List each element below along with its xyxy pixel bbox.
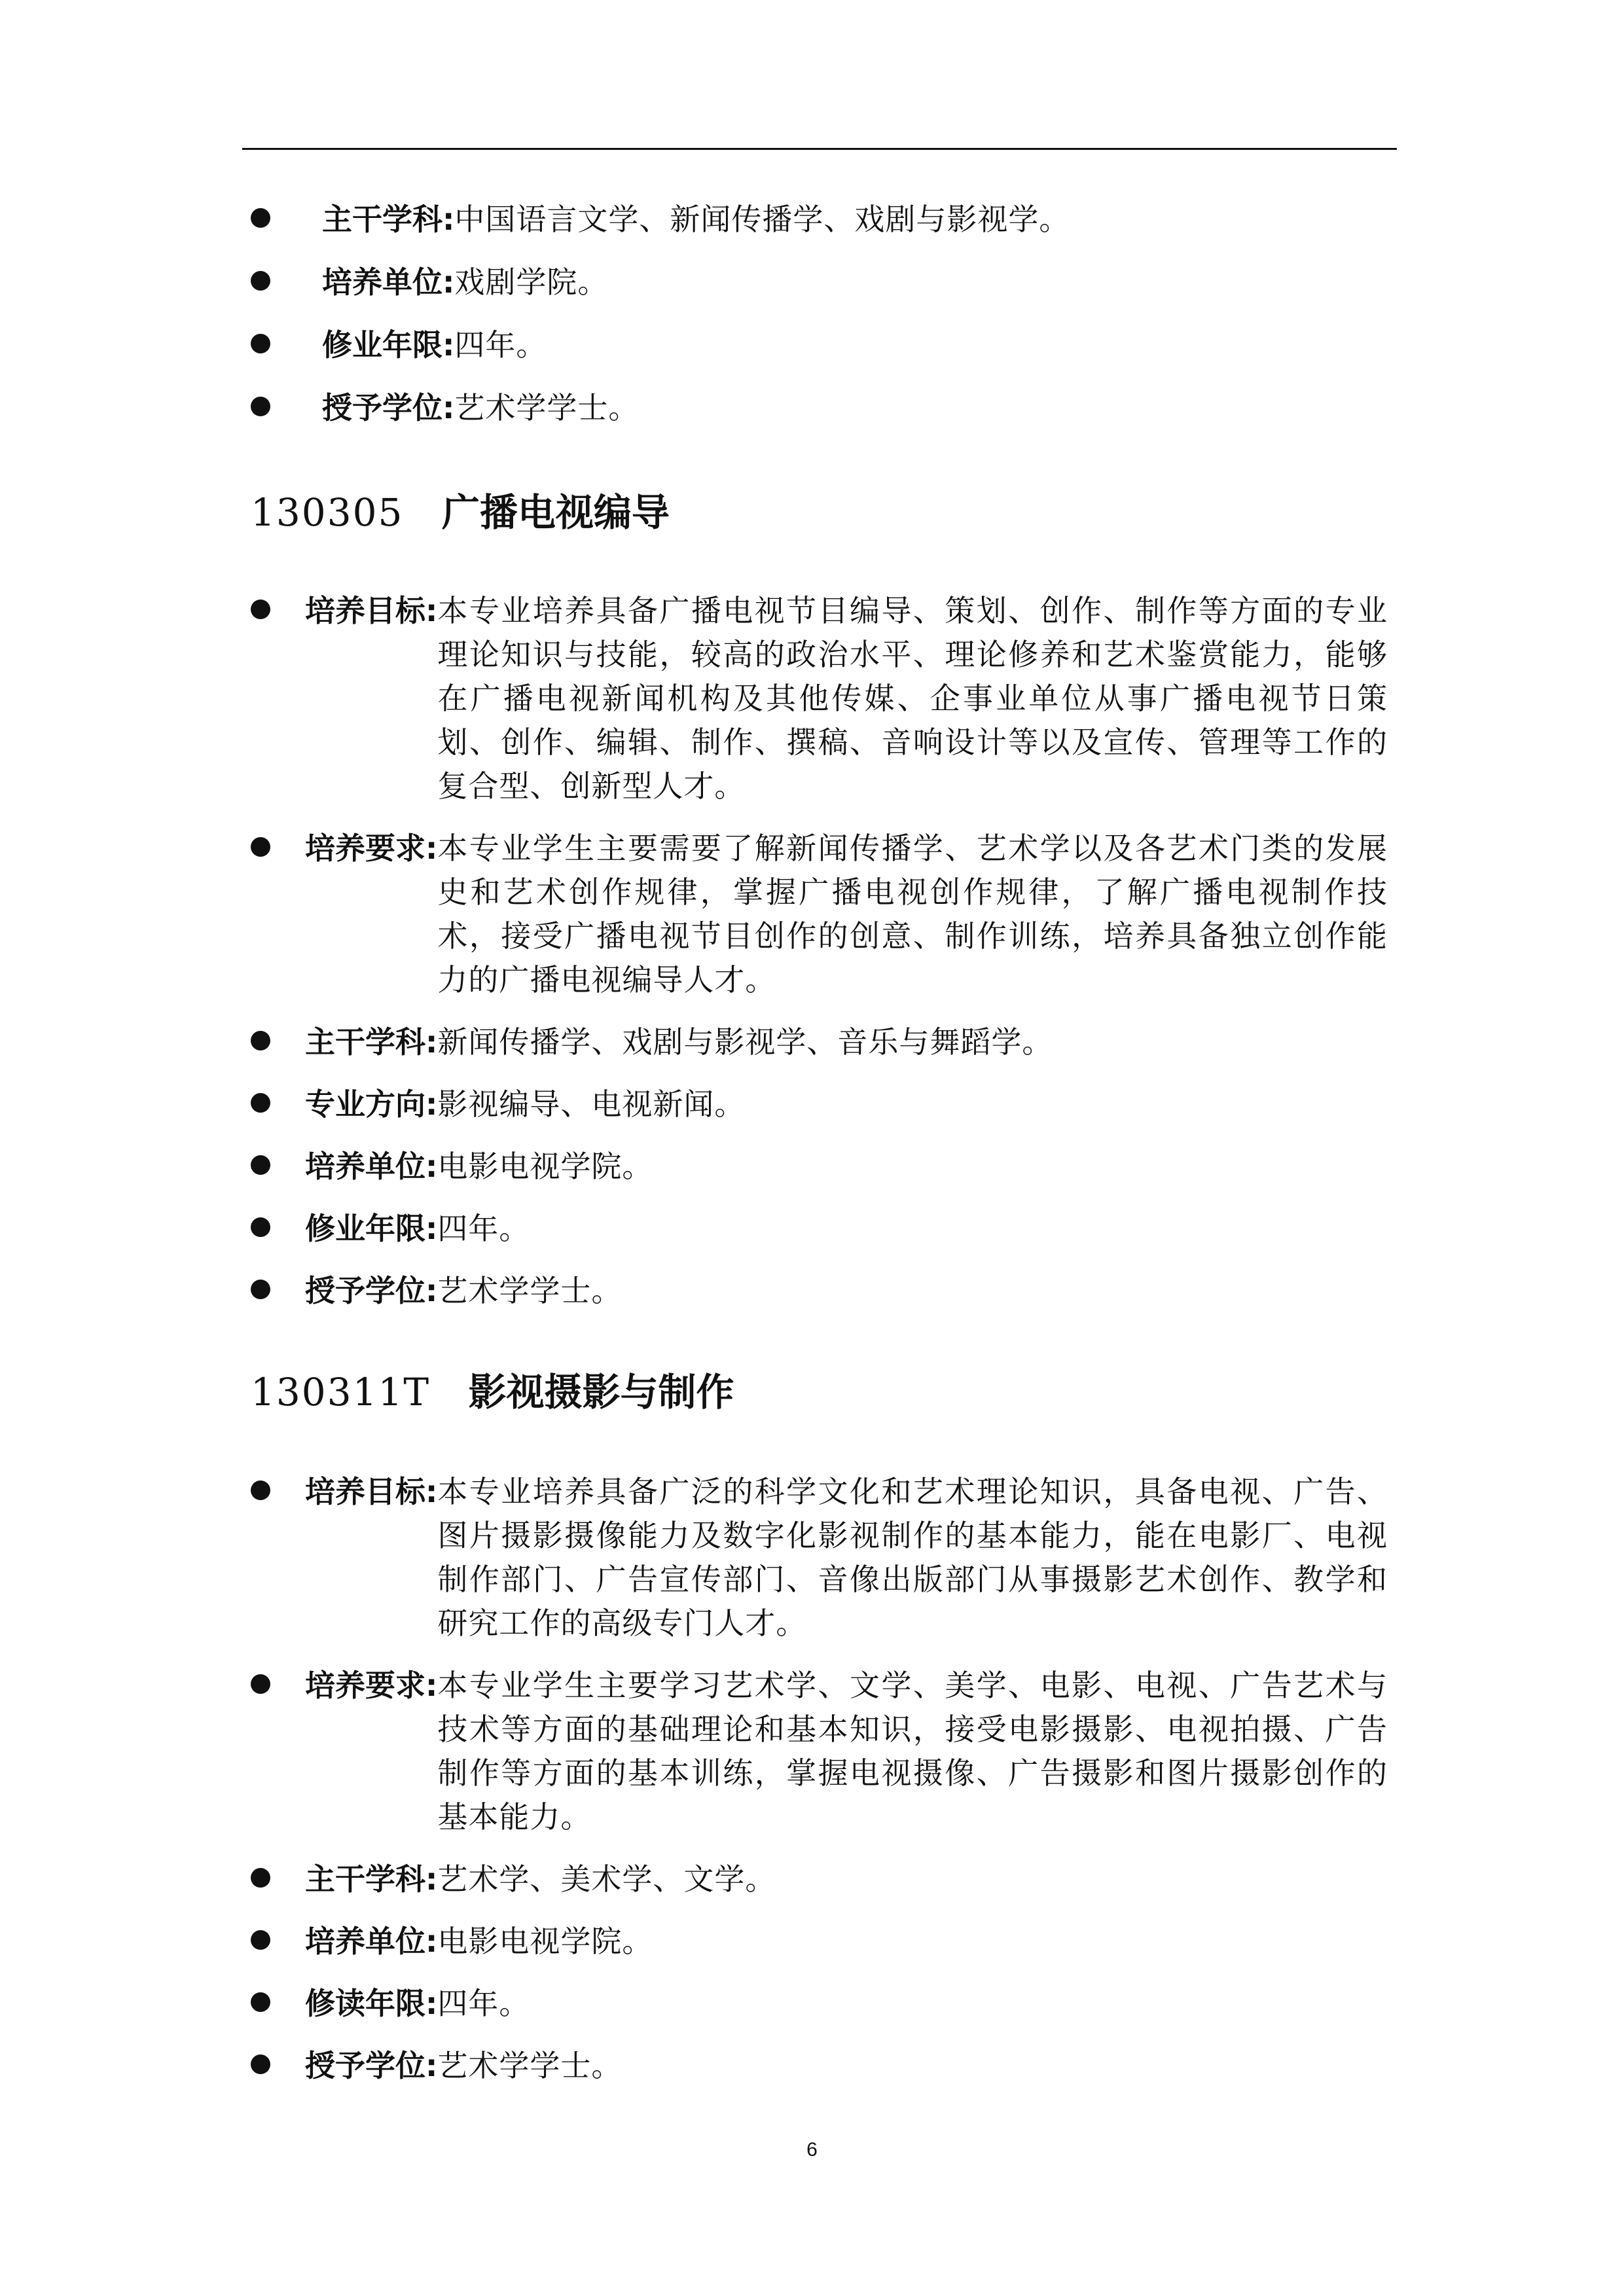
item-label: 授予学位: [322, 390, 455, 425]
item-value: 艺术学学士。 [437, 1273, 623, 1308]
list-item [0, 1664, 1624, 1839]
bullet-icon [251, 1674, 270, 1694]
item-label: 专业方向: [305, 1086, 438, 1122]
major-code: 130311T [251, 1370, 431, 1414]
item-value: 四年。 [437, 1986, 530, 2021]
list-item [0, 1982, 1624, 2026]
item-label: 主干学科: [305, 1024, 438, 1060]
major-title: 广播电视编导 [441, 490, 670, 535]
item-value: 本专业培养具备广播电视节目编导、策划、创作、制作等方面的专业理论知识与技能，较高的政治水平、理论修养和艺术鉴赏能力，能够在广播电视新闻机构及其他传媒、企事业单位从事广播电视节日策划、创作、编辑、制作、撰稿、音响设计等以及宣传、管理等工作的复合型、创新型人才。 [437, 593, 1388, 804]
bullet-icon [251, 208, 270, 228]
top-section-list [0, 198, 1624, 430]
major-title: 影视摄影与制作 [468, 1370, 734, 1414]
major-2-list [0, 1470, 1624, 2088]
list-item [0, 1207, 1624, 1251]
item-label: 培养目标: [305, 593, 438, 628]
bullet-icon [251, 271, 270, 291]
list-item [0, 1857, 1624, 1901]
list-item [0, 198, 1624, 242]
item-label: 培养单位: [305, 1149, 438, 1184]
item-label: 培养单位: [322, 264, 455, 300]
list-item [0, 1083, 1624, 1126]
header-rule [242, 148, 1397, 150]
list-item [0, 1269, 1624, 1313]
item-label: 培养目标: [305, 1474, 438, 1509]
bullet-icon [251, 334, 270, 353]
bullet-icon [251, 1280, 270, 1299]
bullet-icon [251, 1031, 270, 1050]
item-label: 主干学科: [322, 202, 455, 237]
bullet-icon [251, 837, 270, 857]
list-item [0, 1920, 1624, 1964]
item-value: 新闻传播学、戏剧与影视学、音乐与舞蹈学。 [437, 1024, 1053, 1060]
list-item [0, 827, 1624, 1002]
item-label: 授予学位: [305, 1273, 438, 1308]
bullet-icon [251, 1093, 270, 1113]
bullet-icon [251, 1930, 270, 1950]
item-label: 培养要求: [305, 1668, 438, 1703]
list-item [0, 260, 1624, 304]
item-value: 四年。 [437, 1211, 530, 1246]
item-value: 中国语言文学、新闻传播学、戏剧与影视学。 [454, 202, 1070, 237]
item-label: 主干学科: [305, 1861, 438, 1897]
bullet-icon [251, 1868, 270, 1888]
item-label: 修业年限: [322, 327, 455, 363]
item-value: 艺术学学士。 [454, 390, 640, 425]
item-label: 修业年限: [305, 1211, 438, 1246]
list-item [0, 1470, 1624, 1645]
item-label: 培养要求: [305, 831, 438, 866]
item-value: 影视编导、电视新闻。 [437, 1086, 746, 1122]
bullet-icon [251, 397, 270, 416]
page-number: 6 [806, 2139, 818, 2161]
list-item [0, 386, 1624, 430]
major-heading [251, 1369, 734, 1415]
list-item [0, 323, 1624, 367]
major-code: 130305 [251, 490, 404, 535]
item-value: 本专业学生主要需要了解新闻传播学、艺术学以及各艺术门类的发展史和艺术创作规律，掌握广播电视创作规律，了解广播电视制作技术，接受广播电视节目创作的创意、制作训练，培养具备独立创作能力的广播电视编导人才。 [437, 831, 1388, 997]
item-value: 四年。 [454, 327, 547, 363]
list-item [0, 1020, 1624, 1064]
list-item [0, 1145, 1624, 1189]
item-value: 艺术学学士。 [437, 2048, 623, 2083]
item-value: 本专业学生主要学习艺术学、文学、美学、电影、电视、广告艺术与技术等方面的基础理论和基本知识，接受电影摄影、电视拍摄、广告制作等方面的基本训练，掌握电视摄像、广告摄影和图片摄影创作的基本能力。 [437, 1668, 1388, 1835]
major-heading [251, 490, 670, 535]
bullet-icon [251, 1217, 270, 1237]
bullet-icon [251, 1480, 270, 1500]
item-value: 本专业培养具备广泛的科学文化和艺术理论知识，具备电视、广告、图片摄影摄像能力及数字化影视制作的基本能力，能在电影厂、电视制作部门、广告宣传部门、音像出版部门从事摄影艺术创作、教学和研究工作的高级专门人才。 [437, 1474, 1388, 1641]
item-label: 培养单位: [305, 1924, 438, 1959]
list-item [0, 589, 1624, 808]
major-1-list [0, 589, 1624, 1313]
item-value: 电影电视学院。 [437, 1149, 653, 1184]
bullet-icon [251, 1992, 270, 2012]
bullet-icon [251, 2054, 270, 2074]
item-value: 戏剧学院。 [454, 264, 609, 300]
bullet-icon [251, 1155, 270, 1175]
item-value: 艺术学、美术学、文学。 [437, 1861, 776, 1897]
item-label: 授予学位: [305, 2048, 438, 2083]
item-value: 电影电视学院。 [437, 1924, 653, 1959]
bullet-icon [251, 600, 270, 619]
item-label: 修读年限: [305, 1986, 438, 2021]
list-item [0, 2044, 1624, 2088]
